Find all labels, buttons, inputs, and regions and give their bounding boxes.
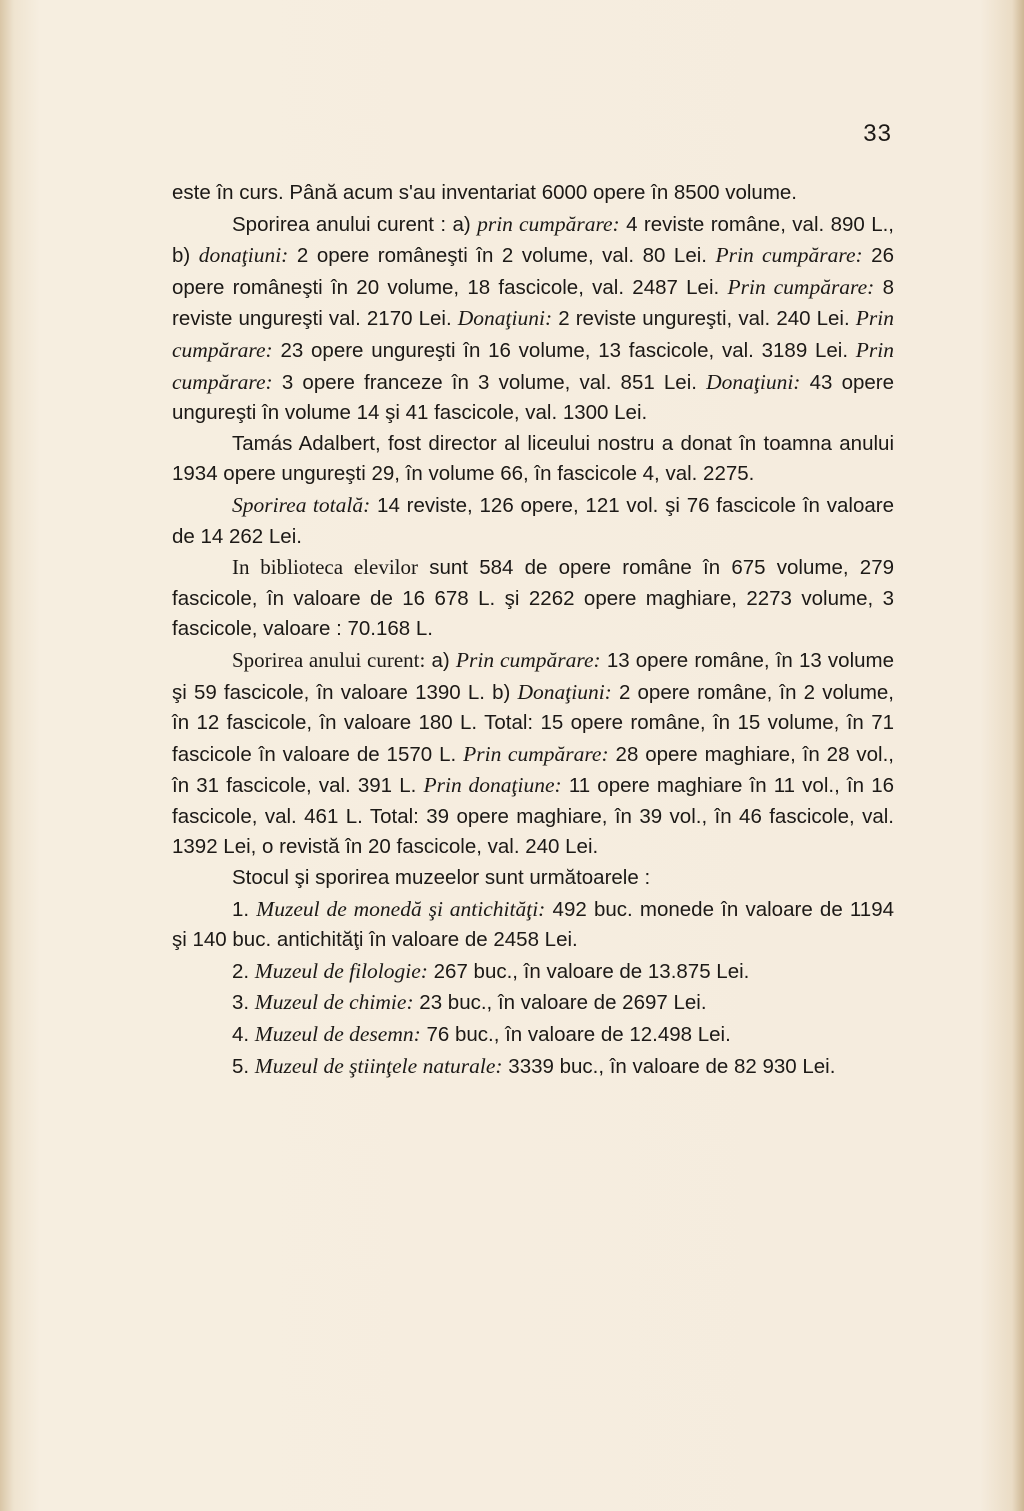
italic-heading: Prin cumpărare: [455, 647, 601, 672]
text-run: 5. [232, 1054, 255, 1078]
paragraph-p6 [172, 863, 894, 894]
text-run: 28 opere maghiare, în 28 vol., în 31 fascicole, val. 391 L. [172, 742, 894, 798]
paragraph-p4 [172, 552, 894, 645]
italic-heading: Muzeul de ştiinţele naturale: [254, 1053, 503, 1078]
text-run: 1. [232, 897, 257, 921]
text-run: 23 buc., în valoare de 2697 Lei. [413, 991, 707, 1015]
body-text [172, 178, 894, 1082]
text-run: 2 opere româneşti în 2 volume, val. 80 Lei. [288, 244, 716, 268]
text-run: 3. [232, 991, 255, 1015]
italic-heading: Donaţiuni: [517, 679, 612, 704]
paragraph-p10 [172, 1019, 894, 1051]
italic-heading: Prin cumpărare: [463, 741, 609, 766]
italic-heading: Muzeul de filologie: [254, 958, 428, 983]
text-run: 43 opere ungureşti în volume 14 şi 41 fascicole, val. 1300 Lei. [172, 370, 894, 425]
page-number: 33 [863, 120, 892, 147]
spaced-heading: In biblioteca elevilor [232, 555, 418, 580]
text-run: 26 opere româneşti în 20 volume, 18 fascicole, val. 2487 Lei. [172, 244, 894, 299]
italic-heading: Prin cumpărare: [172, 306, 895, 362]
paragraph-p7 [172, 894, 894, 956]
italic-heading: Muzeul de chimie: [254, 990, 414, 1015]
paragraph-p1 [172, 209, 894, 429]
italic-heading: Prin donaţiune: [423, 773, 562, 798]
italic-heading: Prin cumpărare: [172, 337, 894, 394]
text-run: 267 buc., în valoare de 13.875 Lei. [427, 959, 750, 983]
paragraph-p5 [172, 645, 894, 863]
text-run: 8 reviste ungureşti val. 2170 Lei. [172, 275, 894, 331]
paragraph-p11 [172, 1051, 894, 1083]
text-run: 2 reviste ungureşti, val. 240 Lei. [552, 307, 856, 331]
italic-heading: Muzeul de desemn: [254, 1022, 421, 1047]
italic-heading: Muzeul de monedă şi antichităţi: [256, 896, 546, 921]
text-run: 4 reviste române, val. 890 L., b) [172, 212, 894, 268]
paragraph-p0 [172, 178, 894, 209]
text-run: 11 opere maghiare în 11 vol., în 16 fascicole, val. 461 L. Total: 39 opere maghiare, în 39 vol., în 46 fascicole, val. 1392 Lei, o revistă în 20 fascicole, val. 240 Lei. [172, 774, 894, 859]
text-run: 76 buc., în valoare de 12.498 Lei. [420, 1023, 731, 1047]
italic-heading: Sporirea totală: [232, 492, 371, 517]
text-run: 14 reviste, 126 opere, 121 vol. şi 76 fascicole în valoare de 14 262 Lei. [172, 493, 894, 548]
italic-heading: Donaţiuni: [457, 306, 553, 331]
italic-heading: prin cumpărare: [477, 211, 620, 236]
paragraph-p9 [172, 987, 894, 1019]
text-run: Tamás Adalbert, fost director al liceului nostru a donat în toamna anului 1934 opere ungureşti 29, în volume 66, în fascicole 4, val. 2275. [172, 431, 894, 486]
text-run: 3 opere franceze în 3 volume, val. 851 Lei. [272, 370, 707, 394]
text-run: Stocul şi sporirea muzeelor sunt următoarele : [232, 866, 651, 890]
text-run: 3339 buc., în valoare de 82 930 Lei. [502, 1054, 836, 1078]
text-run: sunt 584 de opere române în 675 volume, 279 fascicole, în valoare de 16 678 L. şi 2262 opere maghiare, 2273 volume, 3 fascicole, valoare : 70.168 L. [172, 556, 894, 641]
text-run: a) [425, 648, 456, 672]
paragraph-p2 [172, 429, 894, 490]
text-run: 2. [232, 959, 255, 983]
spaced-heading: Sporirea anului curent: [232, 647, 426, 672]
paragraph-p8 [172, 956, 894, 988]
text-run: Sporirea anului curent : a) [232, 212, 478, 236]
italic-heading: Donaţiuni: [706, 369, 801, 394]
paragraph-p3 [172, 490, 894, 552]
text-run: 13 opere române, în 13 volume şi 59 fascicole, în valoare 1390 L. b) [172, 648, 895, 704]
text-run: 4. [232, 1023, 255, 1047]
text-run: 492 buc. monede în valoare de 1194 şi 140 buc. antichităţi în valoare de 2458 Lei. [172, 897, 894, 952]
text-run: este în curs. Până acum s'au inventariat 6000 opere în 8500 volume. [172, 181, 797, 204]
italic-heading: donaţiuni: [198, 243, 289, 268]
italic-heading: Prin cumpărare: [715, 243, 863, 268]
text-run: 2 opere române, în 2 volume, în 12 fascicole, în valoare 180 L. Total: 15 opere române, în 15 volume, în 71 fascicole în valoare de 1570 L. [172, 680, 894, 766]
italic-heading: Prin cumpărare: [727, 274, 875, 299]
text-run: 23 opere ungureşti în 16 volume, 13 fascicole, val. 3189 Lei. [272, 338, 856, 362]
